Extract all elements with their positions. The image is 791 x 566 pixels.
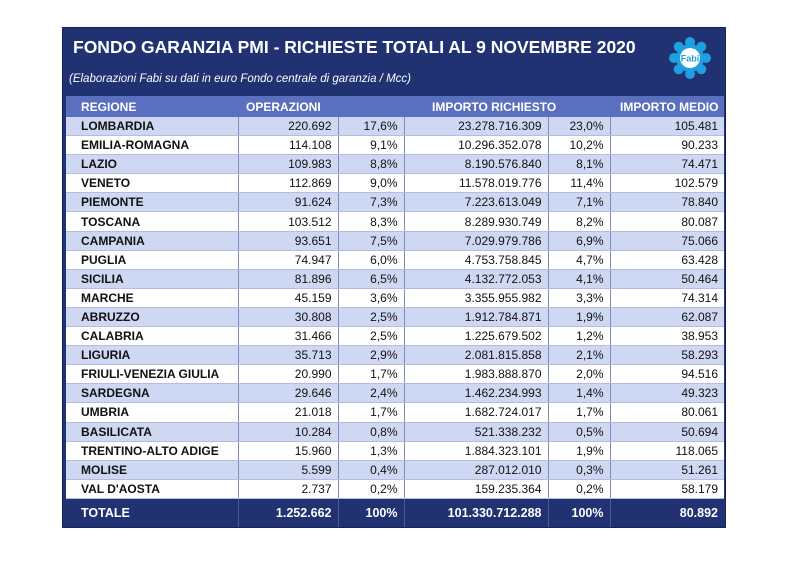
cell-regione: UMBRIA: [66, 403, 238, 422]
cell-operazioni: 112.869: [238, 174, 338, 193]
cell-operazioni-pct: 1,7%: [338, 403, 404, 422]
cell-importo-medio: 58.293: [610, 346, 724, 365]
cell-importo-pct: 4,1%: [548, 269, 610, 288]
cell-importo-richiesto: 159.235.364: [404, 479, 548, 498]
table-header-row: [66, 96, 724, 117]
cell-operazioni: 81.896: [238, 269, 338, 288]
cell-importo-pct: 6,9%: [548, 231, 610, 250]
cell-regione: LAZIO: [66, 155, 238, 174]
cell-operazioni-pct: 0,8%: [338, 422, 404, 441]
cell-regione: TRENTINO-ALTO ADIGE: [66, 441, 238, 460]
cell-operazioni: 15.960: [238, 441, 338, 460]
cell-importo-medio: 90.233: [610, 136, 724, 155]
cell-operazioni-pct: 17,6%: [338, 117, 404, 136]
total-importo: 101.330.712.288: [404, 498, 548, 527]
table-row: [66, 117, 724, 136]
cell-importo-medio: 50.464: [610, 269, 724, 288]
table-row: [66, 269, 724, 288]
cell-importo-medio: 50.694: [610, 422, 724, 441]
cell-regione: MOLISE: [66, 460, 238, 479]
table-row: [66, 479, 724, 498]
cell-operazioni-pct: 0,4%: [338, 460, 404, 479]
cell-operazioni-pct: 2,4%: [338, 384, 404, 403]
cell-importo-richiesto: 7.223.613.049: [404, 193, 548, 212]
cell-operazioni: 91.624: [238, 193, 338, 212]
header-regione: REGIONE: [66, 96, 238, 117]
cell-importo-richiesto: 1.884.323.101: [404, 441, 548, 460]
cell-importo-medio: 62.087: [610, 307, 724, 326]
cell-importo-pct: 3,3%: [548, 288, 610, 307]
report-subtitle: (Elaborazioni Fabi su dati in euro Fondo centrale di garanzia / Mcc): [69, 73, 411, 85]
cell-operazioni: 114.108: [238, 136, 338, 155]
table-row: [66, 460, 724, 479]
table-row: [66, 212, 724, 231]
total-operazioni-pct: 100%: [338, 498, 404, 527]
cell-regione: LIGURIA: [66, 346, 238, 365]
cell-regione: TOSCANA: [66, 212, 238, 231]
table-row: [66, 174, 724, 193]
cell-regione: VAL D'AOSTA: [66, 479, 238, 498]
cell-regione: SARDEGNA: [66, 384, 238, 403]
cell-importo-medio: 51.261: [610, 460, 724, 479]
cell-regione: SICILIA: [66, 269, 238, 288]
cell-operazioni: 21.018: [238, 403, 338, 422]
cell-regione: PUGLIA: [66, 250, 238, 269]
cell-operazioni-pct: 7,3%: [338, 193, 404, 212]
cell-importo-pct: 1,2%: [548, 327, 610, 346]
cell-importo-pct: 8,1%: [548, 155, 610, 174]
cell-importo-richiesto: 1.682.724.017: [404, 403, 548, 422]
table-row: [66, 327, 724, 346]
cell-operazioni: 2.737: [238, 479, 338, 498]
cell-importo-pct: 7,1%: [548, 193, 610, 212]
cell-operazioni-pct: 3,6%: [338, 288, 404, 307]
cell-importo-richiesto: 2.081.815.858: [404, 346, 548, 365]
cell-operazioni: 31.466: [238, 327, 338, 346]
cell-importo-richiesto: 1.225.679.502: [404, 327, 548, 346]
cell-importo-pct: 23,0%: [548, 117, 610, 136]
cell-operazioni-pct: 7,5%: [338, 231, 404, 250]
cell-importo-medio: 58.179: [610, 479, 724, 498]
cell-importo-medio: 38.953: [610, 327, 724, 346]
cell-importo-medio: 74.471: [610, 155, 724, 174]
cell-operazioni: 35.713: [238, 346, 338, 365]
cell-importo-pct: 0,2%: [548, 479, 610, 498]
header-importo-richiesto: IMPORTO RICHIESTO: [404, 96, 610, 117]
cell-importo-richiesto: 1.462.234.993: [404, 384, 548, 403]
cell-operazioni-pct: 9,0%: [338, 174, 404, 193]
cell-importo-pct: 0,5%: [548, 422, 610, 441]
cell-importo-pct: 4,7%: [548, 250, 610, 269]
cell-operazioni-pct: 1,3%: [338, 441, 404, 460]
cell-importo-richiesto: 8.289.930.749: [404, 212, 548, 231]
cell-regione: PIEMONTE: [66, 193, 238, 212]
total-row: [66, 498, 724, 527]
cell-operazioni: 29.646: [238, 384, 338, 403]
cell-importo-medio: 80.061: [610, 403, 724, 422]
table-row: [66, 193, 724, 212]
cell-importo-medio: 74.314: [610, 288, 724, 307]
cell-importo-richiesto: 521.338.232: [404, 422, 548, 441]
table-row: [66, 136, 724, 155]
cell-importo-medio: 102.579: [610, 174, 724, 193]
table-row: [66, 250, 724, 269]
cell-importo-medio: 105.481: [610, 117, 724, 136]
cell-operazioni-pct: 2,5%: [338, 327, 404, 346]
total-medio: 80.892: [610, 498, 724, 527]
cell-operazioni-pct: 2,5%: [338, 307, 404, 326]
cell-importo-medio: 94.516: [610, 365, 724, 384]
cell-importo-richiesto: 3.355.955.982: [404, 288, 548, 307]
cell-importo-richiesto: 23.278.716.309: [404, 117, 548, 136]
cell-operazioni: 109.983: [238, 155, 338, 174]
table-row: [66, 155, 724, 174]
total-label: TOTALE: [66, 498, 238, 527]
cell-regione: VENETO: [66, 174, 238, 193]
report-title: FONDO GARANZIA PMI - RICHIESTE TOTALI AL 9 NOVEMBRE 2020: [73, 37, 636, 57]
cell-importo-medio: 78.840: [610, 193, 724, 212]
cell-importo-pct: 10,2%: [548, 136, 610, 155]
cell-importo-pct: 2,0%: [548, 365, 610, 384]
header-operazioni: OPERAZIONI: [238, 96, 404, 117]
total-operazioni: 1.252.662: [238, 498, 338, 527]
cell-operazioni-pct: 6,0%: [338, 250, 404, 269]
cell-operazioni-pct: 1,7%: [338, 365, 404, 384]
cell-importo-richiesto: 1.983.888.870: [404, 365, 548, 384]
cell-operazioni: 93.651: [238, 231, 338, 250]
cell-importo-medio: 80.087: [610, 212, 724, 231]
cell-importo-richiesto: 4.132.772.053: [404, 269, 548, 288]
cell-regione: ABRUZZO: [66, 307, 238, 326]
cell-operazioni-pct: 6,5%: [338, 269, 404, 288]
cell-importo-richiesto: 4.753.758.845: [404, 250, 548, 269]
cell-operazioni: 220.692: [238, 117, 338, 136]
regions-table: [66, 96, 724, 527]
cell-regione: CAMPANIA: [66, 231, 238, 250]
cell-importo-pct: 1,9%: [548, 441, 610, 460]
cell-importo-richiesto: 10.296.352.078: [404, 136, 548, 155]
cell-importo-pct: 2,1%: [548, 346, 610, 365]
table-row: [66, 441, 724, 460]
table-row: [66, 231, 724, 250]
cell-operazioni: 5.599: [238, 460, 338, 479]
cell-operazioni-pct: 8,3%: [338, 212, 404, 231]
header-importo-medio: IMPORTO MEDIO: [610, 96, 724, 117]
table-row: [66, 403, 724, 422]
report-panel: [62, 27, 726, 528]
table-row: [66, 307, 724, 326]
cell-regione: LOMBARDIA: [66, 117, 238, 136]
table-row: [66, 365, 724, 384]
cell-regione: BASILICATA: [66, 422, 238, 441]
cell-importo-richiesto: 7.029.979.786: [404, 231, 548, 250]
cell-importo-richiesto: 287.012.010: [404, 460, 548, 479]
table-row: [66, 422, 724, 441]
cell-importo-medio: 63.428: [610, 250, 724, 269]
table-row: [66, 346, 724, 365]
cell-regione: FRIULI-VENEZIA GIULIA: [66, 365, 238, 384]
cell-importo-pct: 1,7%: [548, 403, 610, 422]
cell-operazioni: 10.284: [238, 422, 338, 441]
cell-importo-richiesto: 8.190.576.840: [404, 155, 548, 174]
cell-importo-medio: 49.323: [610, 384, 724, 403]
cell-operazioni-pct: 8,8%: [338, 155, 404, 174]
table-row: [66, 384, 724, 403]
total-importo-pct: 100%: [548, 498, 610, 527]
cell-importo-medio: 75.066: [610, 231, 724, 250]
cell-operazioni: 30.808: [238, 307, 338, 326]
cell-importo-pct: 11,4%: [548, 174, 610, 193]
cell-importo-richiesto: 1.912.784.871: [404, 307, 548, 326]
cell-importo-richiesto: 11.578.019.776: [404, 174, 548, 193]
fabi-logo-icon: [668, 36, 712, 80]
cell-regione: CALABRIA: [66, 327, 238, 346]
cell-importo-medio: 118.065: [610, 441, 724, 460]
cell-operazioni: 103.512: [238, 212, 338, 231]
cell-importo-pct: 0,3%: [548, 460, 610, 479]
cell-operazioni: 45.159: [238, 288, 338, 307]
cell-importo-pct: 1,4%: [548, 384, 610, 403]
cell-importo-pct: 1,9%: [548, 307, 610, 326]
cell-regione: EMILIA-ROMAGNA: [66, 136, 238, 155]
cell-importo-pct: 8,2%: [548, 212, 610, 231]
cell-operazioni-pct: 0,2%: [338, 479, 404, 498]
fabi-logo-text: Fabi: [680, 53, 700, 64]
cell-operazioni: 20.990: [238, 365, 338, 384]
table-row: [66, 288, 724, 307]
cell-operazioni-pct: 9,1%: [338, 136, 404, 155]
cell-operazioni-pct: 2,9%: [338, 346, 404, 365]
table-body: [66, 117, 724, 498]
cell-operazioni: 74.947: [238, 250, 338, 269]
cell-regione: MARCHE: [66, 288, 238, 307]
